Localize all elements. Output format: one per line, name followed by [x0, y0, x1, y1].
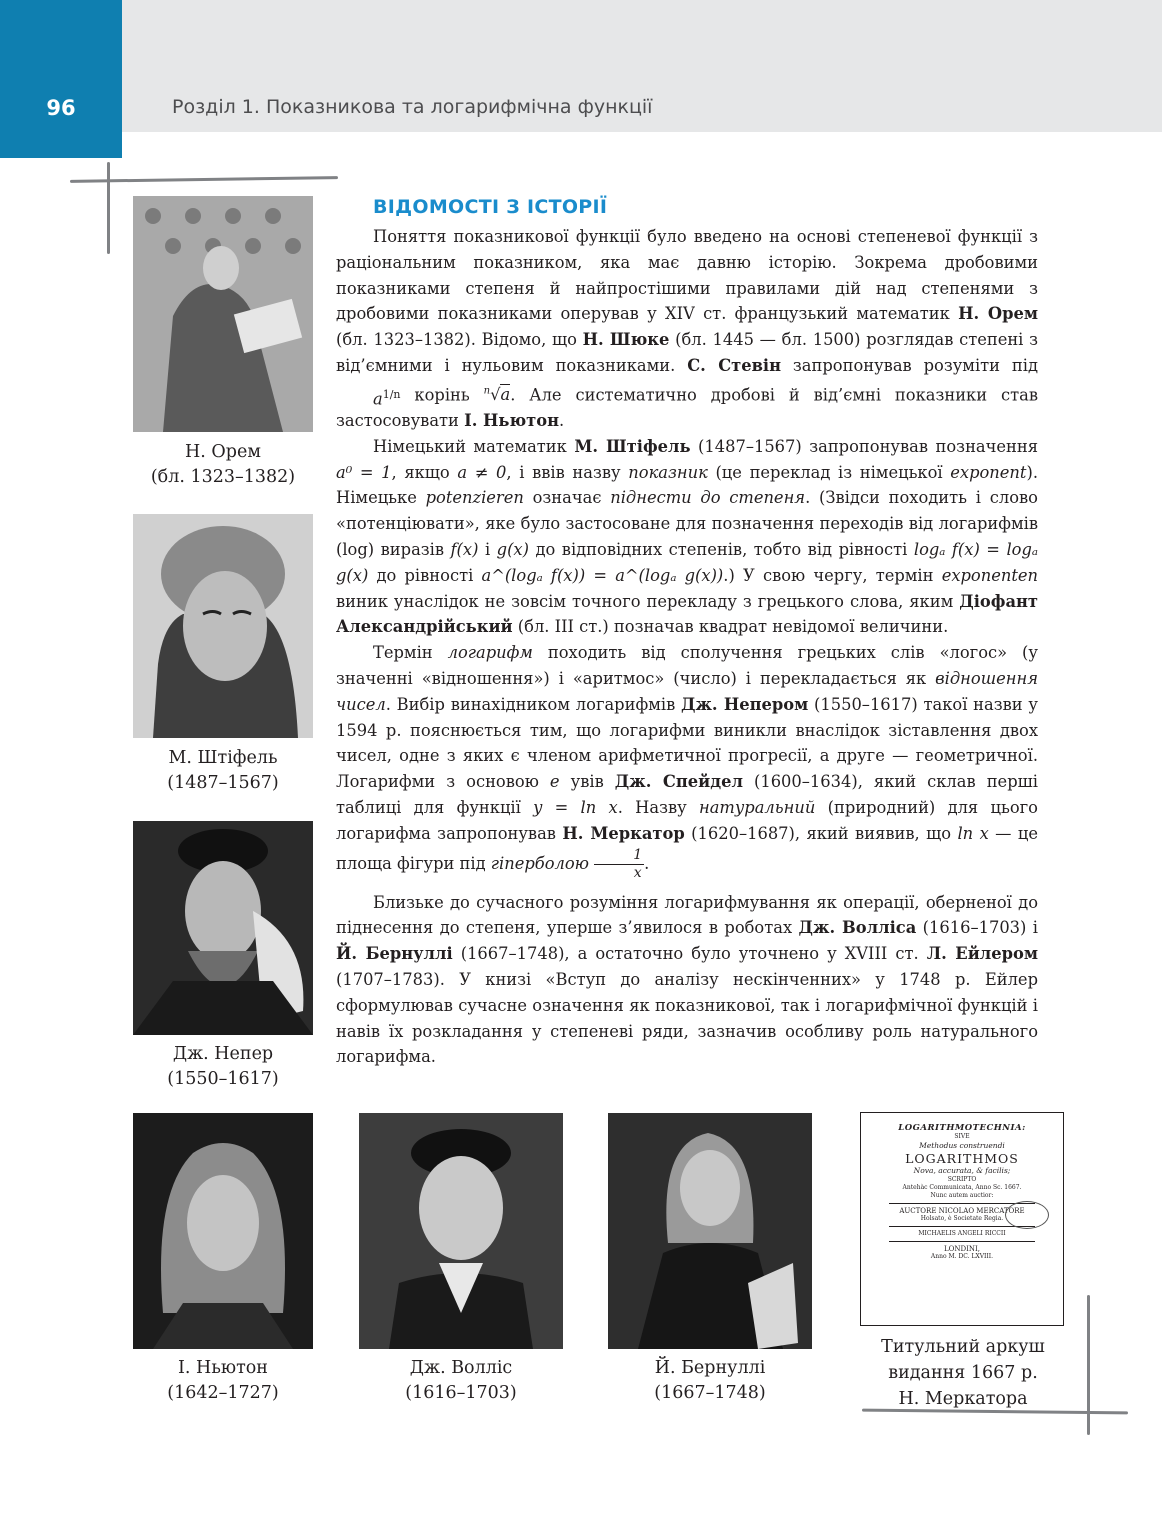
portrait-newton [133, 1113, 313, 1349]
portrait-newton-figure [133, 1113, 313, 1349]
portrait-orem-figure [133, 196, 313, 432]
portrait-stifel [133, 514, 313, 738]
formula-a0: a⁰ = 1 [336, 462, 392, 482]
section-heading: ВІДОМОСТІ З ІСТОРІЇ [373, 196, 608, 218]
caption-wallis-name: Дж. Волліс [409, 1358, 513, 1378]
section-title: Розділ 1. Показникова та логарифмічна функції [172, 96, 653, 118]
decorative-line-v-bottom [1087, 1295, 1090, 1435]
history-section [336, 196, 1038, 1070]
formula-a-not-zero: a ≠ 0 [457, 462, 507, 482]
formula-log-equality: logₐ f(x) = logₐ g(x) [336, 539, 1038, 585]
caption-napier [123, 1042, 323, 1092]
caption-napier-name: Дж. Непер [172, 1044, 274, 1064]
caption-wallis-dates: (1616–1703) [405, 1383, 517, 1403]
paragraph-4: Близьке до сучасного розуміння логарифмування як операції, оберненої до піднесення до степеня, уперше з’явилося в роботах Дж. Волліса (1616–1703) і Й. Бернуллі (1667–1748), а остаточно було уточнено у XVIII ст. Л. Ейлером (1707–1783). У книзі «Вступ до аналізу нескінченних» у 1748 р. Ейлер сформулював сучасне означення як показникової, так і логарифмічної функцій і навів їх розкладання у степеневі ряди, зазначив особливу роль натурального логарифма. [336, 892, 1038, 1067]
formula-power-equality: a^(logₐ f(x)) = a^(logₐ g(x)) [481, 565, 724, 585]
paragraph-1: Поняття показникової функції було введено на основі степеневої функції з раціональним показником, яка має давню історію. Зокрема дробовими показниками степеня й найпростішими правилами дій над степенями з дробовими показниками оперував у XIV ст. французький математик Н. Орем (бл. 1323–1382). Відомо, що Н. Шюке (бл. 1445 — бл. 1500) розглядав степені з від’ємними і нульовим показниками. С. Стевін запропонував розуміти під $a^{1/n}$ корінь $^n$√a. Але систематично дробові й від’ємні показники став застосовувати І. Ньютон. [336, 227, 1038, 430]
caption-bernoulli-name: Й. Бернуллі [654, 1358, 766, 1378]
portrait-bernoulli-figure [608, 1113, 812, 1349]
formula-y-ln-x: y = ln x [533, 797, 618, 817]
portrait-napier [133, 821, 313, 1035]
caption-mercator-title-page: Титульний аркуш видання 1667 р. Н. Меркатора [881, 1337, 1045, 1409]
mercator-title-page-image: LOGARITHMOTECHNIA: SIVE Methodus construendi LOGARITHMOS Nova, accurata, & facilis; SCRIPTO Antehàc Communicata, Anno Sc. 1667. Nunc autem auctior: AUCTORE NICOLAO MERCATORE Holsato, è Societate Regia. MICHAELIS ANGELI RICCII LONDINI, Anno M. DC. LXVIII. [860, 1112, 1064, 1326]
formula-nth-root-a: $^n$√a [483, 385, 511, 405]
decorative-line-v-top [107, 162, 110, 254]
formula-ln-x: ln x [957, 823, 989, 843]
portrait-bernoulli [608, 1113, 812, 1349]
caption-stifel [123, 746, 323, 796]
library-stamp [1005, 1201, 1049, 1229]
portrait-wallis-figure [359, 1113, 563, 1349]
portrait-orem [133, 196, 313, 432]
caption-stifel-dates: (1487–1567) [167, 773, 279, 793]
caption-newton-dates: (1642–1727) [167, 1383, 279, 1403]
paragraph-2: Німецький математик М. Штіфель (1487–1567) запропонував позначення a⁰ = 1, якщо a ≠ 0, і ввів назву показник (це переклад із німецької exponent). Німецьке potenzieren означає піднести до степеня. (Звідси походить і слово «потенціювати», яке було застосоване для позначення переходів від логарифмів (log) виразів f(x) і g(x) до відповідних степенів, тобто від рівності logₐ f(x) = logₐ g(x) до рівності a^(logₐ f(x)) = a^(logₐ g(x)).) У свою чергу, термін exponenten виник унаслідок не зовсім точного перекладу з грецького слова, яким Діофант Александрійський (бл. III ст.) позначав квадрат невідомої величини. [336, 436, 1038, 637]
decorative-line-h-top [70, 176, 338, 183]
portrait-napier-figure [133, 821, 313, 1035]
page-number-tab [0, 0, 122, 158]
formula-gx: g(x) [496, 539, 529, 559]
paragraph-3: Термін логарифм походить від сполучення грецьких слів «логос» (у значенні «відношення») і «аритмос» (число) і перекладається як відношення чисел. Вибір винахідником логарифмів Дж. Непером (1550–1617) такої назви у 1594 р. пояснюється тим, що логарифми виникли внаслідок зіставлення двох чисел, одне з яких є членом арифметичної прогресії, а друге — геометричної. Логарифми з основою e увів Дж. Спейдел (1600–1634), який склав перші таблиці для функції y = ln x. Назву натуральний (природний) для цього логарифма запропонував Н. Меркатор (1620–1687), який виявив, що ln x — це площа фігури під гіперболою $\frac{1}{x}$ . [336, 643, 1038, 881]
caption-newton-name: І. Ньютон [178, 1358, 268, 1378]
caption-bernoulli [610, 1356, 810, 1406]
caption-orem-name: Н. Орем [185, 442, 261, 462]
formula-fx: f(x) [450, 539, 479, 559]
formula-one-over-x: $\frac{1}{x}$ [594, 847, 644, 882]
caption-orem [123, 440, 323, 490]
caption-wallis [361, 1356, 561, 1406]
page-number: 96 [46, 96, 76, 120]
caption-orem-dates: (бл. 1323–1382) [150, 467, 296, 487]
portrait-stifel-figure [133, 514, 313, 738]
caption-newton [123, 1356, 323, 1406]
caption-stifel-name: М. Штіфель [168, 748, 278, 768]
formula-a-power-1-over-n: $a^{1/n}$ [373, 387, 401, 409]
caption-bernoulli-dates: (1667–1748) [654, 1383, 766, 1403]
portrait-wallis [359, 1113, 563, 1349]
caption-napier-dates: (1550–1617) [167, 1069, 279, 1089]
